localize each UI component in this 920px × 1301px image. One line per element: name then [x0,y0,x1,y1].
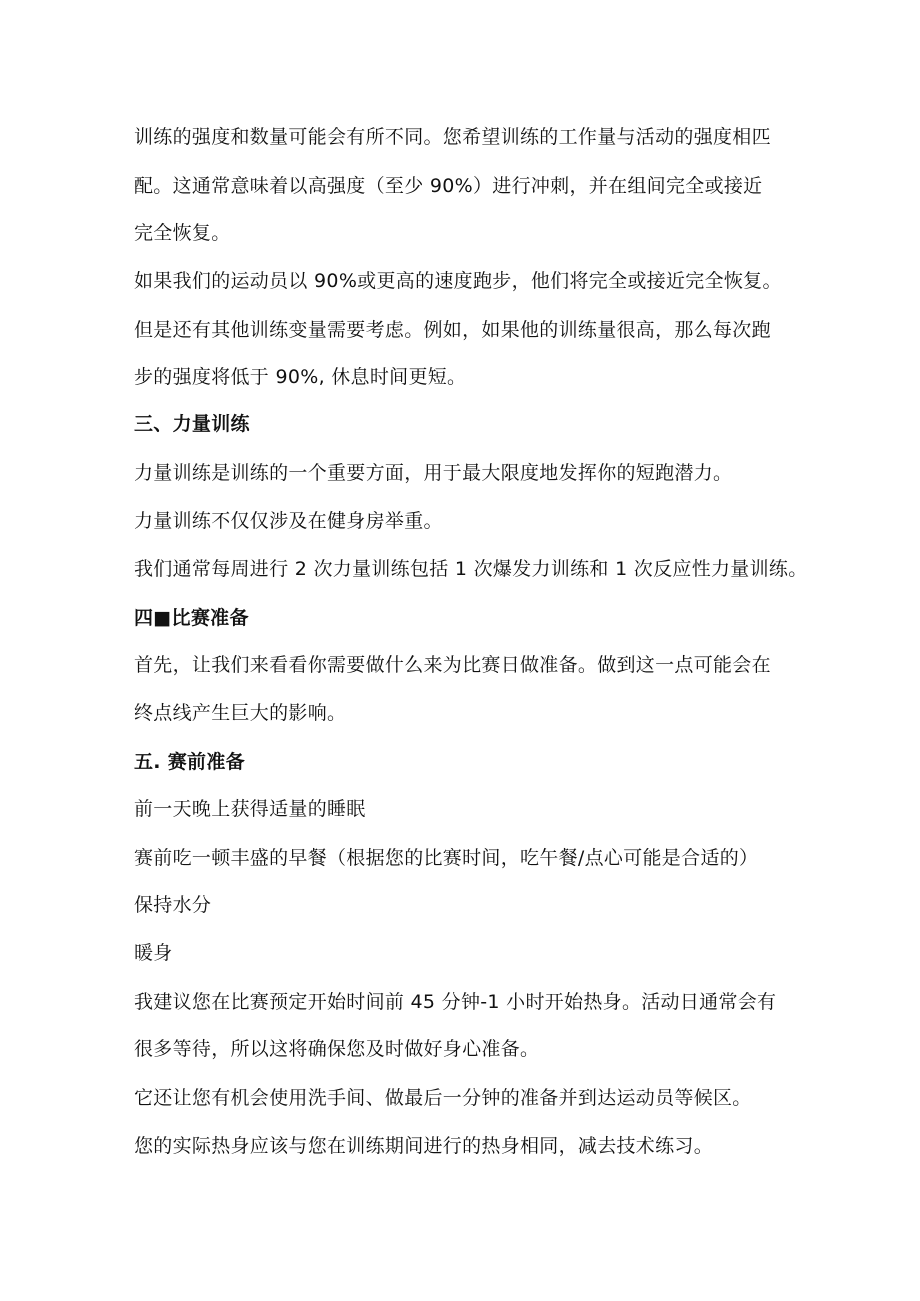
paragraph-line: 但是还有其他训练变量需要考虑。例如，如果他的训练量很高，那么每次跑 [134,319,771,341]
list-line: 赛前吃一顿丰盛的早餐（根据您的比赛时间，吃午餐/点心可能是合适的） [134,847,759,869]
paragraph-line: 训练的强度和数量可能会有所不同。您希望训练的工作量与活动的强度相匹 [134,126,771,148]
paragraph-line: 完全恢复。 [134,222,231,244]
section-heading-4: 四■比赛准备 [134,607,249,629]
paragraph-line: 力量训练不仅仅涉及在健身房举重。 [134,510,443,532]
paragraph-line: 终点线产生巨大的影响。 [134,702,347,724]
paragraph-line: 我们通常每周进行 2 次力量训练包括 1 次爆发力训练和 1 次反应性力量训练。 [134,558,808,580]
paragraph-line: 步的强度将低于 90%, 休息时间更短。 [134,366,467,388]
section-heading-5: 五. 赛前准备 [134,751,245,773]
paragraph-line: 配。这通常意味着以高强度（至少 90%）进行冲刺，并在组间完全或接近 [134,175,763,197]
list-line: 前一天晚上获得适量的睡眠 [134,798,366,820]
paragraph-line: 力量训练是训练的一个重要方面，用于最大限度地发挥你的短跑潜力。 [134,462,733,484]
list-line: 保持水分 [134,894,212,916]
paragraph-line: 您的实际热身应该与您在训练期间进行的热身相同，减去技术练习。 [134,1135,714,1157]
paragraph-line: 很多等待，所以这将确保您及时做好身心准备。 [134,1038,540,1060]
paragraph-line: 它还让您有机会使用洗手间、做最后一分钟的准备并到达运动员等候区。 [134,1087,752,1109]
paragraph-line: 我建议您在比赛预定开始时间前 45 分钟-1 小时开始热身。活动日通常会有 [134,991,777,1013]
section-heading-3: 三、力量训练 [134,413,250,435]
paragraph-line: 首先，让我们来看看你需要做什么来为比赛日做准备。做到这一点可能会在 [134,654,771,676]
list-line: 暖身 [134,942,173,964]
paragraph-line: 如果我们的运动员以 90%或更高的速度跑步，他们将完全或接近完全恢复。 [134,270,782,292]
